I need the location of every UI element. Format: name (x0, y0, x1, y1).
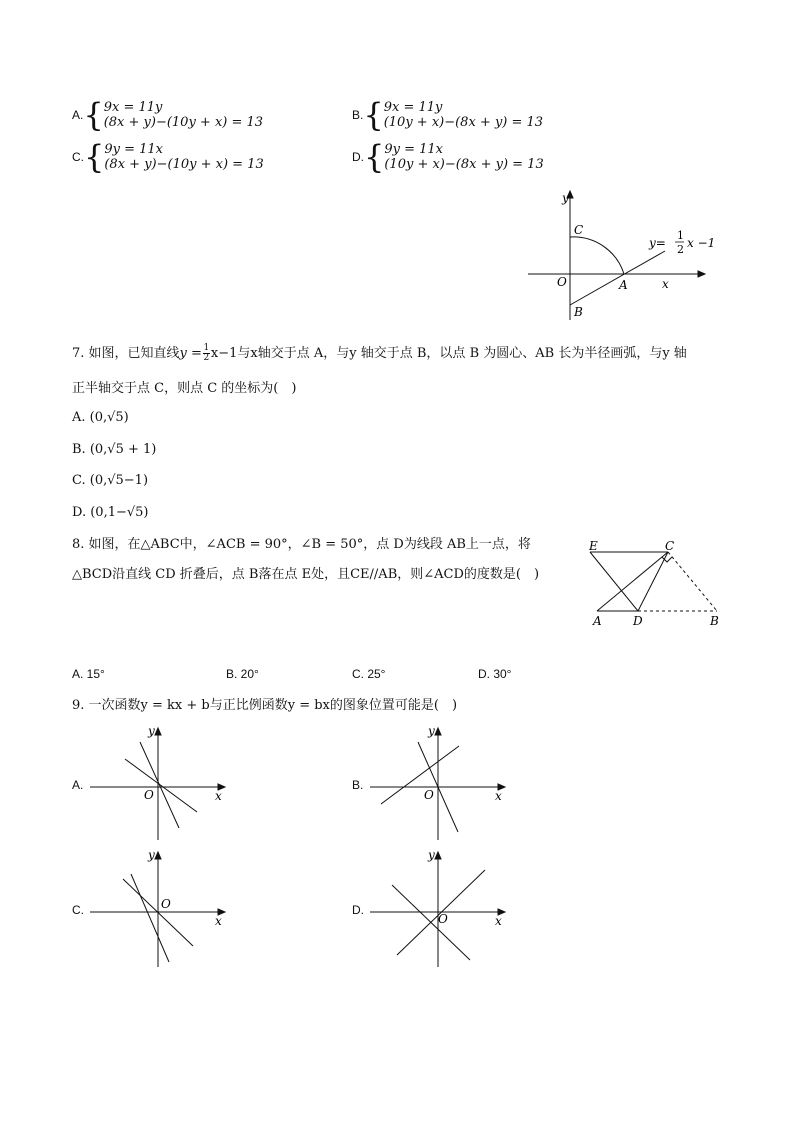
q8-option-c[interactable]: C. 25° (352, 667, 386, 681)
q6-option-d[interactable] (352, 138, 544, 176)
q7-option-b[interactable]: B. (0,√5 + 1) (72, 442, 157, 457)
point-d-label: D (633, 614, 643, 628)
equation-line: (10y + x)−(8x + y) = 13 (384, 157, 544, 172)
equation-line: (10y + x)−(8x + y) = 13 (383, 115, 544, 130)
q6-option-b[interactable] (352, 96, 544, 134)
line-ab (570, 251, 665, 305)
equation-line: 9y = 11x (384, 142, 444, 157)
brace: { (83, 96, 104, 134)
line-2 (140, 742, 179, 828)
q8-figure (582, 535, 727, 630)
q8-option-a[interactable]: A. 15° (72, 667, 105, 681)
q8-stem-line2: △BCD沿直线 CD 折叠后，点 B落在点 E处，且CE//AB，则∠ACD的度数是( ) (72, 567, 540, 582)
stem-text: 7. 如图，已知直线 (72, 345, 180, 361)
line-equation-right: x −1 (687, 236, 716, 250)
q8-option-b[interactable]: B. 20° (226, 667, 259, 681)
origin-label: O (424, 788, 434, 802)
q6-option-a[interactable] (72, 96, 264, 134)
y-axis-label: y (148, 848, 155, 862)
q7-stem-line2: 正半轴交于点 C，则点 C 的坐标为( ) (72, 381, 297, 396)
option-label: D. (352, 150, 364, 164)
point-c-label: C (665, 539, 675, 553)
stem-equation: y = (179, 345, 202, 361)
equation-line: 9y = 11x (104, 142, 164, 157)
brace: { (84, 138, 105, 176)
line-equation-left: y= (649, 236, 666, 250)
point-c-label: C (574, 223, 584, 237)
q9-graph-b-label[interactable]: B. (352, 778, 364, 792)
y-axis-label: y (562, 191, 569, 205)
brace: { (363, 96, 384, 134)
option-label: C. (72, 150, 84, 164)
q7-option-c[interactable]: C. (0,√5−1) (72, 473, 149, 488)
segment-ed (590, 552, 638, 611)
x-axis-label: x (495, 914, 502, 928)
y-axis-arrow (155, 852, 161, 859)
y-axis-arrow (155, 728, 161, 735)
q9-graph-d-label[interactable]: D. (352, 903, 364, 917)
q9-stem: 9. 一次函数y = kx + b与正比例函数y = bx的图象位置可能是( ) (72, 698, 458, 713)
point-b-label: B (710, 614, 719, 628)
equation-line: (8x + y)−(10y + x) = 13 (103, 115, 264, 130)
line-1 (381, 746, 459, 804)
fraction-denominator: 2 (677, 243, 684, 256)
point-e-label: E (589, 539, 598, 553)
segment-cd (638, 552, 668, 611)
origin-label: O (161, 897, 171, 911)
q7-option-a[interactable]: A. (0,√5) (72, 410, 129, 425)
q9-graph-b[interactable] (365, 722, 510, 844)
x-axis-label: x (495, 789, 502, 803)
option-label: B. (352, 108, 364, 122)
equation-line: (8x + y)−(10y + x) = 13 (104, 157, 264, 172)
q9-graph-c-label[interactable]: C. (72, 903, 84, 917)
y-axis-arrow (435, 852, 441, 859)
q9-graph-c[interactable] (85, 845, 230, 970)
q9-graph-d[interactable] (365, 845, 510, 970)
y-axis-label: y (428, 848, 435, 862)
equation-line: 9x = 11y (383, 100, 443, 115)
y-axis-label: y (148, 724, 155, 738)
line-1 (125, 759, 197, 812)
point-a-label: A (593, 614, 602, 628)
origin-label: O (144, 788, 154, 802)
stem-text: x−1与x轴交于点 A，与y 轴交于点 B，以点 B 为圆心、AB 长为半径画弧，与y 轴 (210, 345, 687, 361)
q7-option-d[interactable]: D. (0,1−√5) (72, 505, 149, 520)
q7-stem-line1 (72, 344, 687, 363)
q9-graph-a-label[interactable]: A. (72, 778, 84, 792)
arc-ca (570, 237, 624, 274)
x-axis-label: x (215, 789, 222, 803)
stem-fraction (203, 344, 210, 363)
segment-ca (597, 552, 668, 611)
q8-option-d[interactable]: D. 30° (478, 667, 512, 681)
option-label: A. (72, 108, 84, 122)
fraction-numerator: 1 (203, 343, 210, 353)
x-axis-label: x (662, 277, 669, 291)
point-a-label: A (619, 278, 628, 292)
point-b-label: B (574, 305, 583, 319)
brace: { (364, 138, 385, 176)
fraction-denominator: 2 (203, 353, 210, 363)
fraction-numerator: 1 (677, 229, 684, 242)
segment-cb-dashed (668, 552, 717, 611)
origin-label: O (438, 912, 448, 926)
x-axis-arrow (698, 271, 705, 277)
origin-label: O (557, 275, 567, 289)
q7-figure (520, 185, 735, 325)
equation-line: 9x = 11y (103, 100, 163, 115)
q6-option-c[interactable] (72, 138, 264, 176)
q8-stem-line1: 8. 如图，在△ABC中，∠ACB = 90°，∠B = 50°，点 D为线段 AB上一点，将 (72, 537, 531, 552)
x-axis-label: x (215, 914, 222, 928)
q9-graph-a[interactable] (85, 722, 230, 844)
y-axis-label: y (428, 724, 435, 738)
y-axis-arrow (435, 728, 441, 735)
